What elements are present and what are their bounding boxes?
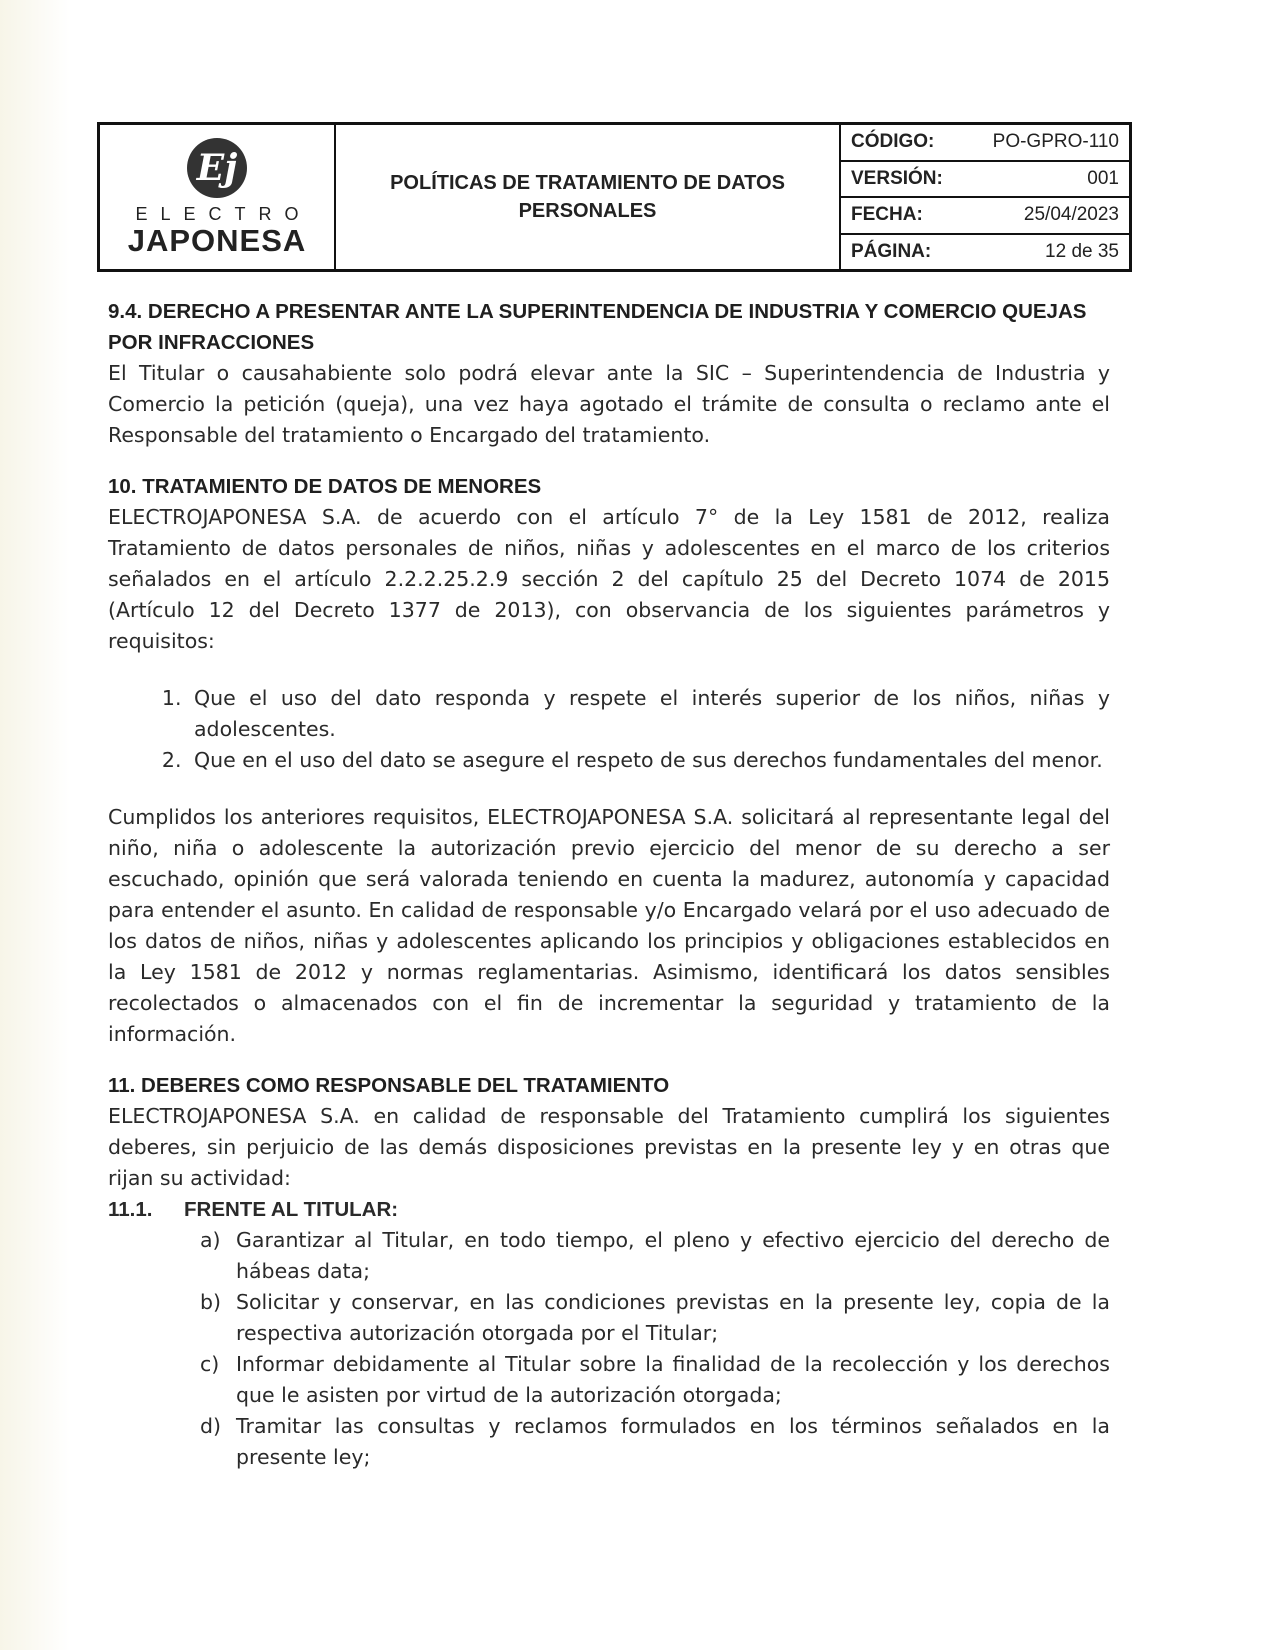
lettered-list	[108, 1225, 1110, 1473]
meta-key: FECHA:	[851, 204, 923, 226]
meta-value: PO-GPRO-110	[992, 131, 1119, 153]
list-marker: a)	[200, 1228, 221, 1252]
section-heading-9-4: 9.4. DERECHO A PRESENTAR ANTE LA SUPERINTENDENCIA DE INDUSTRIA Y COMERCIO QUEJAS POR INFRACCIONES	[108, 300, 1087, 354]
list-marker: d)	[200, 1414, 222, 1438]
list-item	[200, 1287, 1110, 1349]
subsection-number: 11.1.	[108, 1198, 153, 1221]
section-paragraph: ELECTROJAPONESA S.A. de acuerdo con el artículo 7° de la Ley 1581 de 2012, realiza Tratamiento de datos personales de niños, niñas y adolescentes en el marco de los criterios señalados en el artículo 2.2.2.25.2.9 sección 2 del capítulo 25 del Decreto 1074 de 2015 (Artículo 12 del Decreto 1377 de 2013), con observancia de los siguientes parámetros y requisitos:	[108, 505, 1110, 653]
meta-row-code	[841, 125, 1129, 162]
document-meta	[841, 125, 1129, 269]
logo-top-text: ELECTRO	[135, 204, 312, 224]
list-item	[200, 1349, 1110, 1411]
meta-row-date	[841, 198, 1129, 235]
meta-key: PÁGINA:	[851, 240, 932, 262]
meta-value: 25/04/2023	[1023, 204, 1119, 226]
logo-bottom-text: JAPONESA	[127, 223, 307, 258]
list-item: 1. Que el uso del dato responda y respete el interés superior de los niños, niñas y adolescentes.	[188, 683, 1110, 745]
list-marker: b)	[200, 1290, 222, 1314]
meta-value: 001	[1087, 167, 1119, 189]
numbered-list	[108, 683, 1110, 776]
logo-mark-icon: Ej	[187, 138, 247, 198]
list-marker: c)	[200, 1352, 220, 1376]
section-heading-11: 11. DEBERES COMO RESPONSABLE DEL TRATAMIENTO	[108, 1074, 670, 1097]
meta-key: CÓDIGO:	[851, 131, 935, 153]
document-title: POLÍTICAS DE TRATAMIENTO DE DATOS PERSONALES	[336, 125, 841, 269]
section-paragraph: Cumplidos los anteriores requisitos, ELECTROJAPONESA S.A. solicitará al representante legal del niño, niña o adolescente la autorización previo ejercicio del menor de su derecho a ser escuchado, opinión que será valorada teniendo en cuenta la madurez, autonomía y capacidad para entender el asunto. En calidad de responsable y/o Encargado velará por el uso adecuado de los datos de niños, niñas y adolescentes aplicando los principios y obligaciones establecidos en la Ley 1581 de 2012 y normas reglamentarias. Asimismo, identificará los datos sensibles recolectados o almacenados con el fin de incrementar la seguridad y tratamiento de la información.	[108, 805, 1110, 1046]
list-item-text: Garantizar al Titular, en todo tiempo, el pleno y efectivo ejercicio del derecho de hábeas data;	[236, 1228, 1110, 1283]
subsection-title: FRENTE AL TITULAR:	[184, 1198, 399, 1221]
list-item-text: Solicitar y conservar, en las condiciones previstas en la presente ley, copia de la respectiva autorización otorgada por el Titular;	[236, 1290, 1110, 1345]
meta-row-page	[841, 235, 1129, 270]
logo	[100, 125, 336, 269]
list-item-text: Informar debidamente al Titular sobre la finalidad de la recolección y los derechos que le asisten por virtud de la autorización otorgada;	[236, 1352, 1110, 1407]
meta-key: VERSIÓN:	[851, 167, 943, 189]
list-item-text: Tramitar las consultas y reclamos formulados en los términos señalados en la presente ley;	[236, 1414, 1110, 1469]
subsection-heading-11-1	[108, 1194, 1110, 1225]
list-item	[200, 1411, 1110, 1473]
document-body	[108, 296, 1110, 1473]
section-paragraph: ELECTROJAPONESA S.A. en calidad de responsable del Tratamiento cumplirá los siguientes deberes, sin perjuicio de las demás disposiciones previstas en la presente ley y en otras que rijan su actividad:	[108, 1104, 1110, 1190]
document-header	[97, 122, 1132, 272]
meta-row-version	[841, 162, 1129, 199]
section-paragraph: El Titular o causahabiente solo podrá elevar ante la SIC – Superintendencia de Industria y Comercio la petición (queja), una vez haya agotado el trámite de consulta o reclamo ante el Responsable del tratamiento o Encargado del tratamiento.	[108, 361, 1110, 447]
section-heading-10: 10. TRATAMIENTO DE DATOS DE MENORES	[108, 475, 542, 498]
list-item	[200, 1225, 1110, 1287]
meta-value: 12 de 35	[1045, 240, 1119, 262]
list-item: 2. Que en el uso del dato se asegure el respeto de sus derechos fundamentales del menor.	[188, 745, 1110, 776]
page-edge	[0, 0, 70, 1650]
